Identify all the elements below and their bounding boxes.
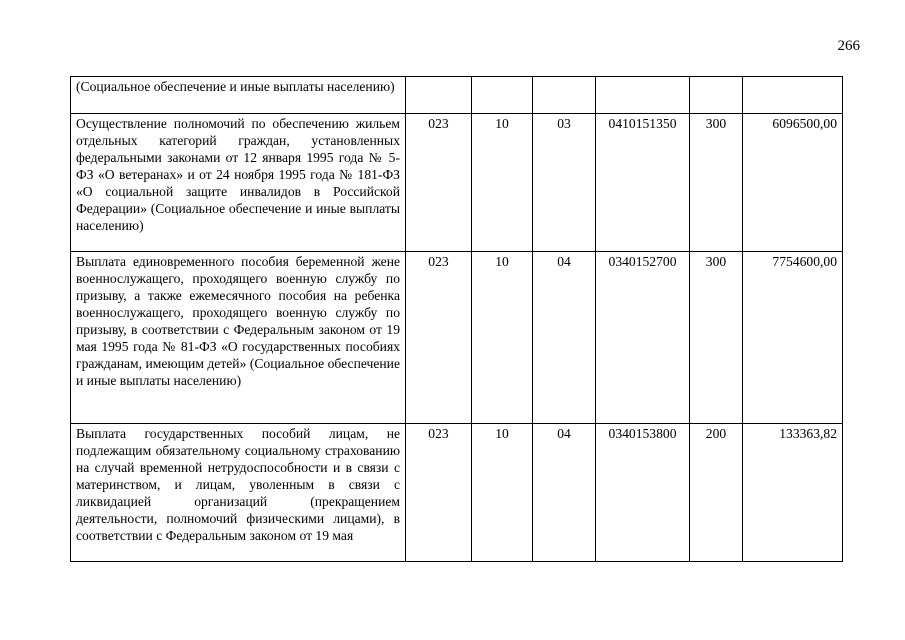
row-description: Выплата государственных пособий лицам, не подлежащим обязательному социальному страхованию на случай временной нетрудоспособности и в связи с материнством, и лицам, уволенным в связи с ликвидацией организаций (прекращением деятельности, полномочий физическими лицами), в соответствии с Федеральным законом от 19 мая <box>71 424 406 562</box>
section-code <box>472 77 533 114</box>
target-article-code <box>596 77 690 114</box>
budget-table <box>70 76 843 562</box>
ministry-code <box>406 77 472 114</box>
target-article-code: 0410151350 <box>596 114 690 252</box>
amount: 133363,82 <box>743 424 843 562</box>
target-article-code: 0340153800 <box>596 424 690 562</box>
target-article-code: 0340152700 <box>596 252 690 424</box>
row-description: Выплата единовременного пособия беременной жене военнослужащего, проходящего военную службу по призыву, а также ежемесячного пособия на ребенка военнослужащего, проходящего военную службу по призыву, в соответствии с Федеральным законом от 19 мая 1995 года № 81-ФЗ «О государственных пособиях гражданам, имеющим детей» (Социальное обеспечение и иные выплаты населению) <box>71 252 406 424</box>
table-row <box>71 424 843 562</box>
row-description: (Социальное обеспечение и иные выплаты населению) <box>71 77 406 114</box>
amount: 6096500,00 <box>743 114 843 252</box>
table-row <box>71 77 843 114</box>
ministry-code: 023 <box>406 252 472 424</box>
expense-type-code: 200 <box>690 424 743 562</box>
section-code: 10 <box>472 252 533 424</box>
expense-type-code: 300 <box>690 114 743 252</box>
subsection-code: 03 <box>533 114 596 252</box>
table-row <box>71 114 843 252</box>
expense-type-code <box>690 77 743 114</box>
row-description: Осуществление полномочий по обеспечению жильем отдельных категорий граждан, установленных федеральными законами от 12 января 1995 года № 5-ФЗ «О ветеранах» и от 24 ноября 1995 года № 181-ФЗ «О социальной защите инвалидов в Российской Федерации» (Социальное обеспечение и иные выплаты населению) <box>71 114 406 252</box>
subsection-code <box>533 77 596 114</box>
page-number: 266 <box>837 38 860 54</box>
subsection-code: 04 <box>533 252 596 424</box>
ministry-code: 023 <box>406 424 472 562</box>
section-code: 10 <box>472 424 533 562</box>
table-row <box>71 252 843 424</box>
expense-type-code: 300 <box>690 252 743 424</box>
section-code: 10 <box>472 114 533 252</box>
subsection-code: 04 <box>533 424 596 562</box>
ministry-code: 023 <box>406 114 472 252</box>
amount <box>743 77 843 114</box>
amount: 7754600,00 <box>743 252 843 424</box>
